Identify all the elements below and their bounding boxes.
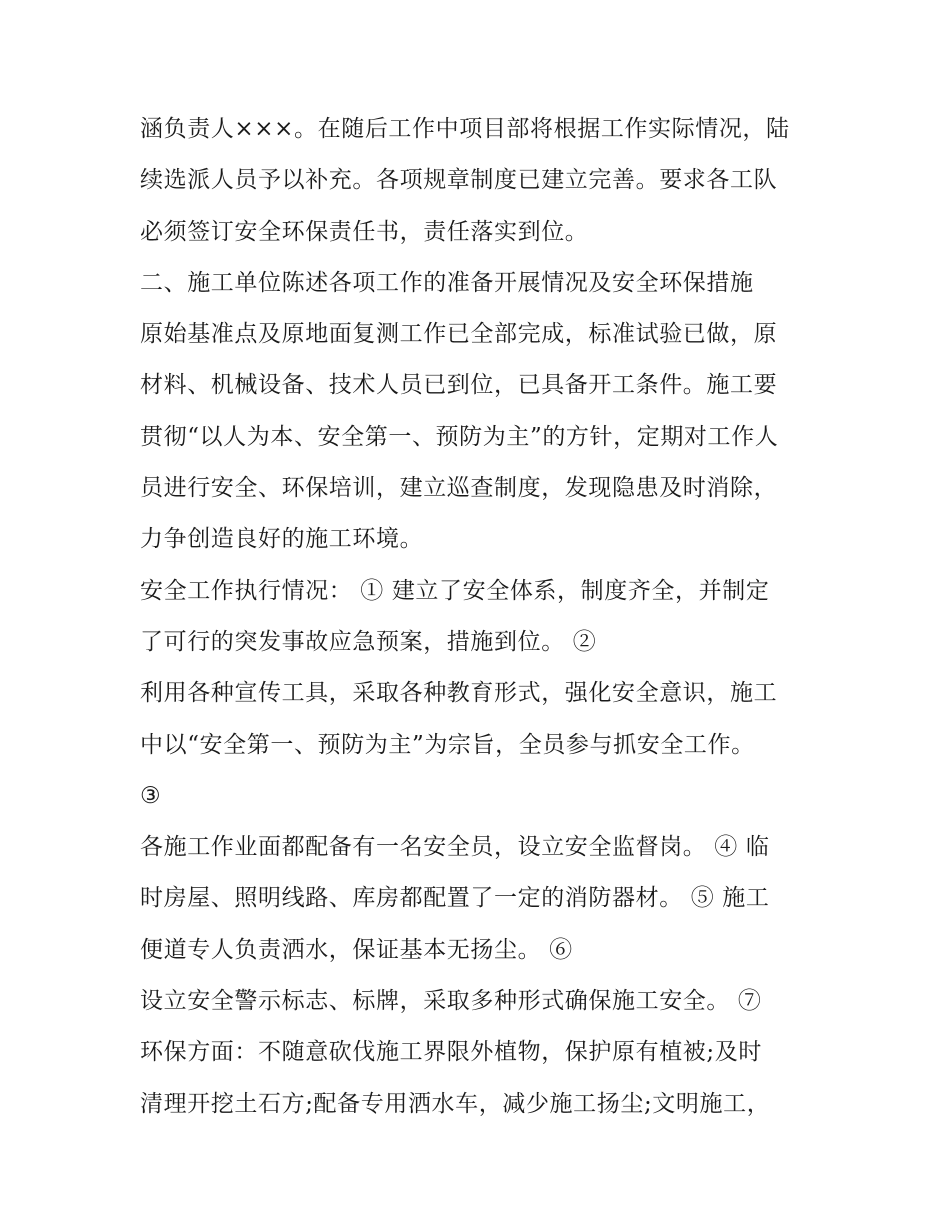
text-line: 环保方面：不随意砍伐施工界限外植物，保护原有植被;及时 <box>140 1039 762 1066</box>
text-line: 贯彻“以人为本、安全第一、预防为主”的方针，定期对工作人 <box>140 423 779 450</box>
text-line: 员进行安全、环保培训，建立巡查制度，发现隐患及时消除， <box>140 475 778 502</box>
text-line: 力争创造良好的施工环境。 <box>140 526 424 553</box>
section-heading: 二、施工单位陈述各项工作的准备开展情况及安全环保措施 <box>140 269 754 296</box>
text-line: 材料、机械设备、技术人员已到位，已具备开工条件。施工要 <box>140 372 778 399</box>
text-line: 便道专人负责洒水，保证基本无扬尘。 ⑥ <box>140 936 573 963</box>
text-line: 利用各种宣传工具，采取各种教育形式，强化安全意识，施工 <box>140 680 778 707</box>
text-line: 设立安全警示标志、标牌，采取多种形式确保施工安全。 ⑦ <box>140 988 762 1015</box>
text-line: 时房屋、照明线路、库房都配置了一定的消防器材。 ⑤ 施工 <box>140 885 770 912</box>
text-line: 必须签订安全环保责任书，责任落实到位。 <box>140 218 589 245</box>
text-line: 涵负责人×××。在随后工作中项目部将根据工作实际情况，陆 <box>140 116 790 142</box>
text-line: 中以“安全第一、预防为主”为宗旨，全员参与抓安全工作。 <box>140 731 755 758</box>
text-line: 了可行的突发事故应急预案，措施到位。 ② <box>140 628 597 655</box>
text-line: ③ <box>140 782 162 809</box>
text-line: 各施工作业面都配备有一名安全员，设立安全监督岗。 ④ 临 <box>140 834 770 861</box>
text-line: 续选派人员予以补充。各项规章制度已建立完善。要求各工队 <box>140 167 778 194</box>
text-line: 安全工作执行情况： ① 建立了安全体系，制度齐全，并制定 <box>140 577 770 604</box>
text-line: 原始基准点及原地面复测工作已全部完成，标准试验已做，原 <box>140 321 778 348</box>
document-body <box>140 104 820 1130</box>
text-line: 清理开挖土石方;配备专用洒水车，减少施工扬尘;文明施工， <box>140 1090 771 1117</box>
